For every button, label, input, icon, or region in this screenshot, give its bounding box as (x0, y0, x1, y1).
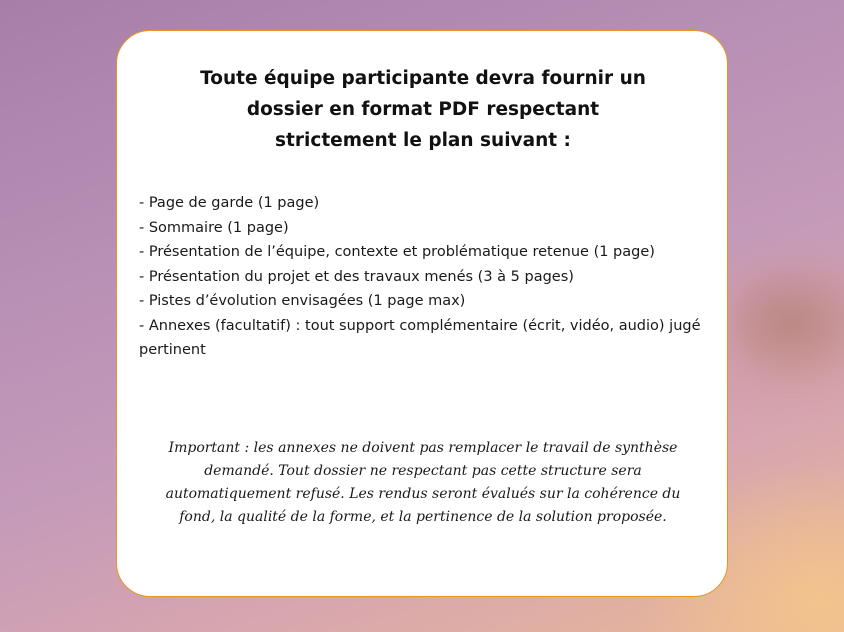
info-card (116, 30, 728, 597)
card-title-line: strictement le plan suivant : (275, 130, 571, 151)
important-note: Important : les annexes ne doivent pas remplacer le travail de synthèse demandé. Tout dossier ne respectant pas cette structure sera automatiquement refusé. Les rendus seront évalués sur la cohérence du fond, la qualité de la forme, et la pertinence de la solution proposée. (165, 440, 681, 525)
list-item: - Pistes d’évolution envisagées (1 page max) (139, 293, 466, 309)
list-item: - Page de garde (1 page) (139, 195, 320, 211)
list-item: - Présentation de l’équipe, contexte et problématique retenue (1 page) (139, 244, 655, 260)
dossier-plan-list (139, 191, 719, 363)
card-title-line: Toute équipe participante devra fournir un (200, 68, 646, 89)
list-item: - Présentation du projet et des travaux menés (3 à 5 pages) (139, 268, 574, 285)
card-title-line: dossier en format PDF respectant (246, 99, 600, 120)
card-title (177, 63, 669, 156)
list-item: - Sommaire (1 page) (139, 219, 289, 236)
background-hand-blur (735, 268, 844, 388)
list-item: - Annexes (facultatif) : tout support complémentaire (écrit, vidéo, audio) jugé pertinent (139, 317, 701, 358)
